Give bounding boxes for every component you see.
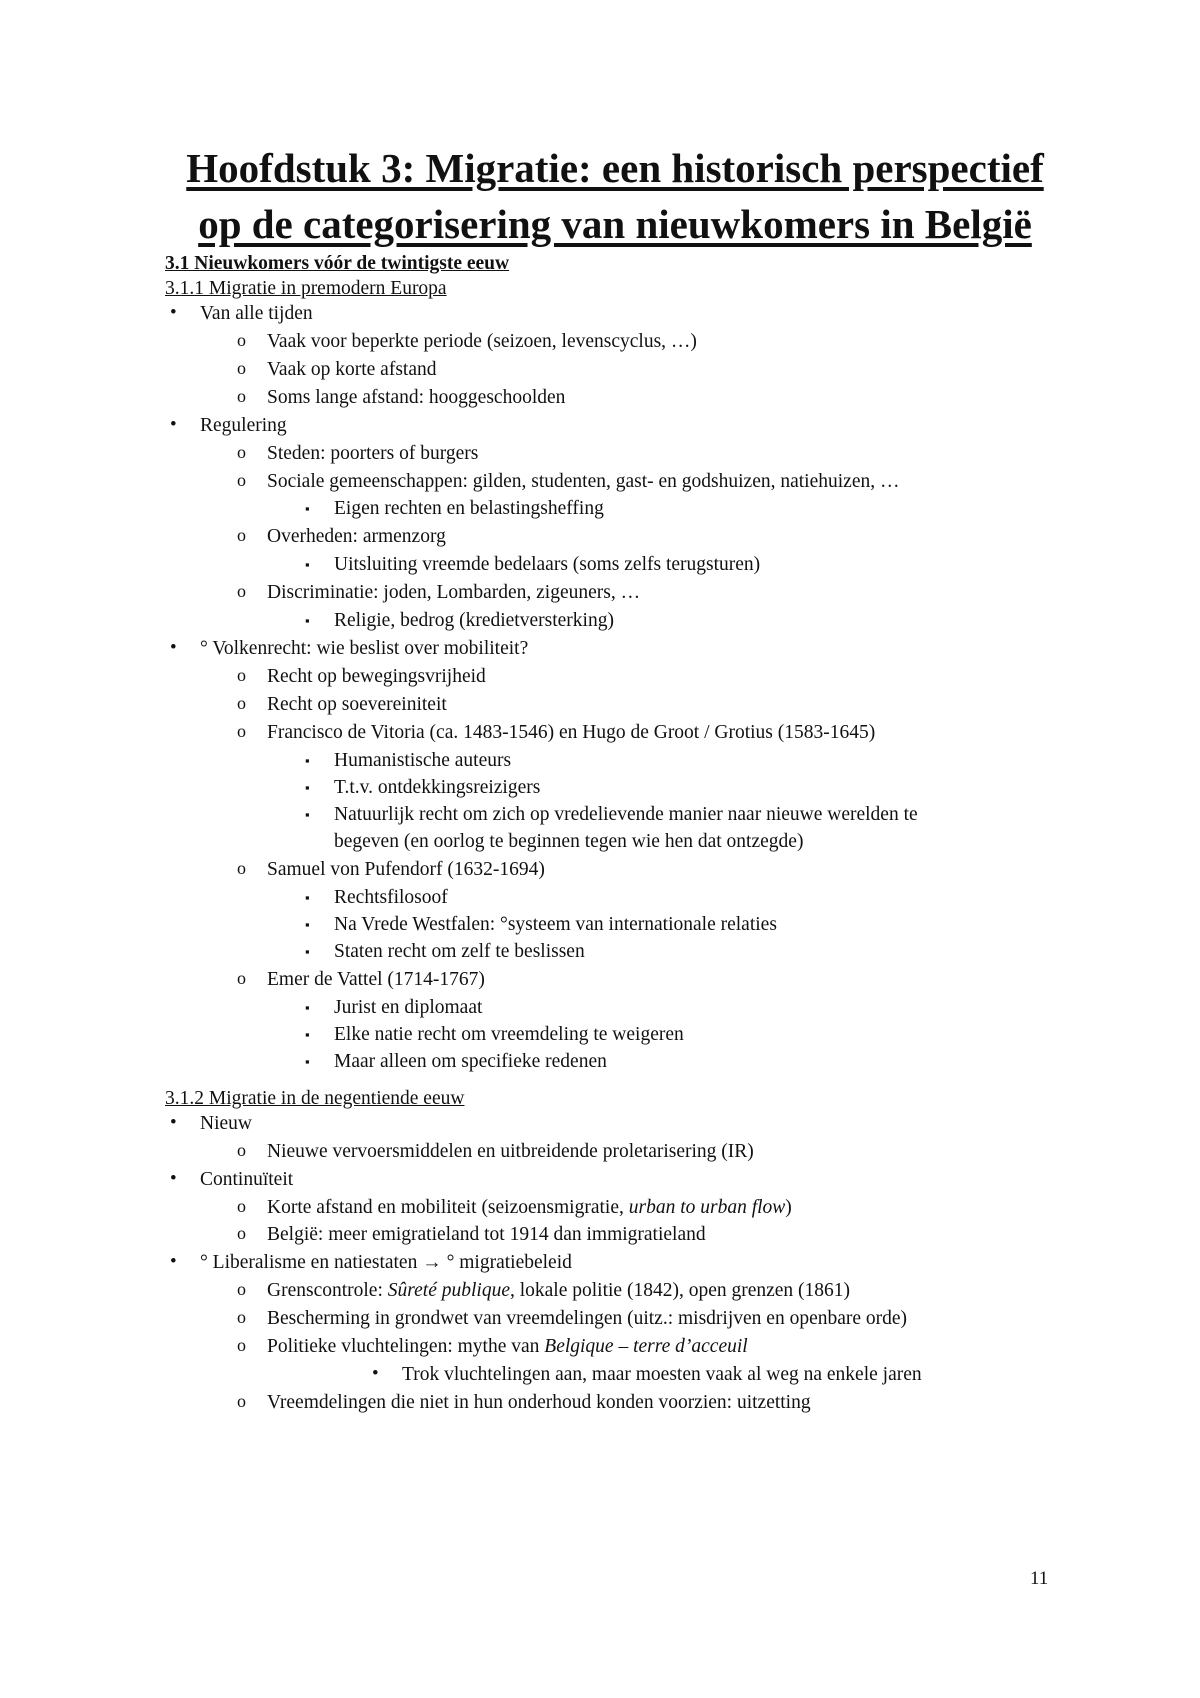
list-item-text: Rechtsfilosoof bbox=[334, 887, 448, 908]
list-bullet-icon: ▪ bbox=[305, 1027, 310, 1042]
list-bullet-icon: • bbox=[170, 1168, 177, 1189]
section-heading: 3.1 Nieuwkomers vóór de twintigste eeuw bbox=[165, 253, 510, 274]
list-bullet-icon: • bbox=[372, 1363, 379, 1384]
list-bullet-icon: o bbox=[237, 665, 246, 685]
list-bullet-icon: ▪ bbox=[305, 1054, 310, 1069]
list-bullet-icon: o bbox=[237, 470, 246, 490]
list-item-text: Elke natie recht om vreemdeling te weigeren bbox=[334, 1024, 684, 1045]
list-item-text: Trok vluchtelingen aan, maar moesten vaak al weg na enkele jaren bbox=[402, 1364, 922, 1385]
list-bullet-icon: o bbox=[237, 1196, 246, 1216]
list-item-text: Na Vrede Westfalen: °systeem van internationale relaties bbox=[334, 914, 777, 935]
list-bullet-icon: o bbox=[237, 1335, 246, 1355]
list-item-text: Recht op soevereiniteit bbox=[267, 694, 447, 715]
list-item-text: Maar alleen om specifieke redenen bbox=[334, 1051, 607, 1072]
list-bullet-icon: ▪ bbox=[305, 890, 310, 905]
list-item-text: Samuel von Pufendorf (1632-1694) bbox=[267, 859, 545, 880]
list-item-text: begeven (en oorlog te beginnen tegen wie hen dat ontzegde) bbox=[334, 831, 804, 852]
list-bullet-icon: ▪ bbox=[305, 557, 310, 572]
list-bullet-icon: • bbox=[170, 1112, 177, 1133]
chapter-title-line-1: Hoofdstuk 3: Migratie: een historisch perspectief bbox=[186, 145, 1044, 191]
list-item-text: Steden: poorters of burgers bbox=[267, 443, 479, 464]
list-bullet-icon: o bbox=[237, 1279, 246, 1299]
list-item-text: Sociale gemeenschappen: gilden, studenten, gast- en godshuizen, natiehuizen, … bbox=[267, 471, 900, 492]
list-bullet-icon: o bbox=[237, 1223, 246, 1243]
list-item-text: Regulering bbox=[200, 415, 287, 436]
chapter-title-line-2: op de categorisering van nieuwkomers in België bbox=[198, 201, 1032, 247]
list-item-text: Grenscontrole: Sûreté publique, lokale politie (1842), open grenzen (1861) bbox=[267, 1280, 851, 1301]
section-heading: 3.1.1 Migratie in premodern Europa bbox=[165, 278, 447, 299]
list-item-text: Religie, bedrog (kredietversterking) bbox=[334, 610, 614, 631]
list-item-text: Recht op bewegingsvrijheid bbox=[267, 666, 486, 687]
list-item-text: Eigen rechten en belastingsheffing bbox=[334, 498, 604, 519]
list-bullet-icon: o bbox=[237, 1307, 246, 1327]
list-item-text: Politieke vluchtelingen: mythe van Belgique – terre d’acceuil bbox=[267, 1336, 748, 1357]
list-item-text: Continuïteit bbox=[200, 1169, 294, 1190]
list-bullet-icon: o bbox=[237, 968, 246, 988]
list-bullet-icon: o bbox=[237, 581, 246, 601]
list-bullet-icon: ▪ bbox=[305, 1000, 310, 1015]
list-item-text: Natuurlijk recht om zich op vredelievende manier naar nieuwe werelden te bbox=[334, 804, 918, 825]
list-bullet-icon: o bbox=[237, 525, 246, 545]
list-bullet-icon: o bbox=[237, 721, 246, 741]
list-bullet-icon: o bbox=[237, 442, 246, 462]
section-heading: 3.1.2 Migratie in de negentiende eeuw bbox=[165, 1088, 465, 1109]
list-bullet-icon: ▪ bbox=[305, 753, 310, 768]
page-number: 11 bbox=[1030, 1568, 1049, 1589]
list-item-text: Van alle tijden bbox=[200, 303, 313, 324]
list-bullet-icon: ▪ bbox=[305, 944, 310, 959]
list-bullet-icon: o bbox=[237, 1140, 246, 1160]
list-item-text: België: meer emigratieland tot 1914 dan immigratieland bbox=[267, 1224, 706, 1245]
list-item-text: T.t.v. ontdekkingsreizigers bbox=[334, 777, 541, 798]
list-bullet-icon: • bbox=[170, 302, 177, 323]
list-bullet-icon: ▪ bbox=[305, 807, 310, 822]
list-bullet-icon: • bbox=[170, 637, 177, 658]
list-bullet-icon: o bbox=[237, 693, 246, 713]
list-item-text: Vreemdelingen die niet in hun onderhoud konden voorzien: uitzetting bbox=[267, 1392, 811, 1413]
list-item-text: Staten recht om zelf te beslissen bbox=[334, 941, 585, 962]
list-bullet-icon: o bbox=[237, 858, 246, 878]
list-item-text: Francisco de Vitoria (ca. 1483-1546) en Hugo de Groot / Grotius (1583-1645) bbox=[267, 722, 876, 743]
list-bullet-icon: • bbox=[170, 414, 177, 435]
list-item-text: Nieuwe vervoersmiddelen en uitbreidende proletarisering (IR) bbox=[267, 1141, 754, 1162]
list-item-text: Nieuw bbox=[200, 1113, 252, 1134]
list-item-text: ° Volkenrecht: wie beslist over mobiliteit? bbox=[200, 638, 529, 659]
list-item-text: Emer de Vattel (1714-1767) bbox=[267, 969, 485, 990]
list-bullet-icon: ▪ bbox=[305, 613, 310, 628]
list-bullet-icon: ▪ bbox=[305, 501, 310, 516]
list-item-text: Vaak op korte afstand bbox=[267, 359, 437, 380]
list-item-text: Vaak voor beperkte periode (seizoen, levenscyclus, …) bbox=[267, 331, 697, 352]
list-bullet-icon: o bbox=[237, 1391, 246, 1411]
list-bullet-icon: o bbox=[237, 330, 246, 350]
list-item-text: Uitsluiting vreemde bedelaars (soms zelfs terugsturen) bbox=[334, 554, 761, 575]
list-item-text: Soms lange afstand: hooggeschoolden bbox=[267, 387, 566, 408]
list-bullet-icon: • bbox=[170, 1251, 177, 1272]
list-item-text: Korte afstand en mobiliteit (seizoensmigratie, urban to urban flow) bbox=[267, 1197, 792, 1218]
list-bullet-icon: o bbox=[237, 358, 246, 378]
list-bullet-icon: ▪ bbox=[305, 917, 310, 932]
list-bullet-icon: ▪ bbox=[305, 780, 310, 795]
list-bullet-icon: o bbox=[237, 386, 246, 406]
list-item-text: Discriminatie: joden, Lombarden, zigeuners, … bbox=[267, 582, 641, 603]
list-item-text: Overheden: armenzorg bbox=[267, 526, 446, 547]
list-item-text: Bescherming in grondwet van vreemdelingen (uitz.: misdrijven en openbare orde) bbox=[267, 1308, 908, 1329]
list-item-text: ° Liberalisme en natiestaten → ° migratiebeleid bbox=[200, 1252, 572, 1273]
list-item-text: Humanistische auteurs bbox=[334, 750, 512, 771]
list-item-text: Jurist en diplomaat bbox=[334, 997, 483, 1018]
